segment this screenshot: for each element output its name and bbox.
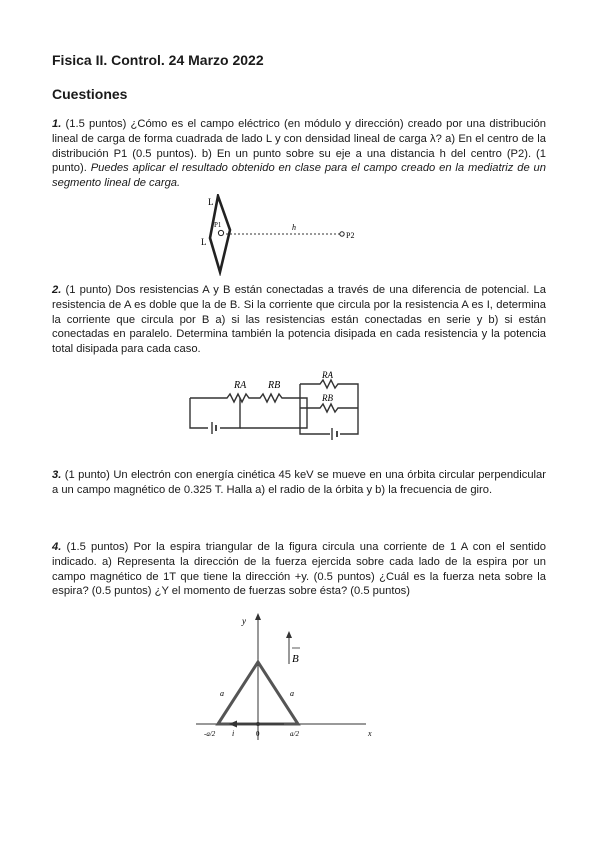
question-number: 4.	[52, 541, 62, 553]
label-p2: P2	[346, 231, 355, 240]
parallel-circuit-figure	[292, 368, 382, 440]
label-p1: P1	[214, 221, 222, 229]
parallel-branch	[300, 404, 358, 412]
question-number: 1.	[52, 118, 62, 130]
question-hint: Puedes aplicar el resultado obtenido en clase para el campo creado en la mediatriz de un segmento lineal de carga.	[52, 162, 546, 190]
label-h: h	[292, 223, 296, 232]
p1-point	[218, 230, 223, 235]
question-number: 3.	[52, 469, 62, 481]
question-1	[52, 117, 546, 191]
question-text: (1 punto) Dos resistencias A y B están conectadas a través de una diferencia de potencial. La resistencia de A es doble que la de B. Si la corriente que circula por la resistencia A es I, determina la corriente que circula por B a) si las resistencias están conectadas en serie y b) si están conectadas en paralelo. Determina también la potencia disipada en cada resistencia y la potencia total disipada para cada caso.	[52, 284, 546, 356]
question-3	[52, 468, 546, 498]
label-ra: RA	[234, 380, 247, 391]
label-side-top: L	[208, 197, 214, 207]
question-text: (1.5 puntos) Por la espira triangular de la figura circula una corriente de 1 A con el sentido indicado. a) Representa la dirección de la fuerza ejercida sobre cada lado de la espira por un campo magnético de 1T que tiene la dirección +y. (0.5 puntos) ¿Cuál es la fuerza neta sobre la espira? (0.5 puntos) ¿Y el momento de fuerzas sobre ésta? (0.5 puntos)	[52, 541, 547, 598]
label-a-left: a	[220, 689, 224, 698]
p2-point	[340, 232, 344, 236]
question-number: 2.	[52, 284, 62, 296]
question-2	[52, 283, 546, 357]
page-title: Fisica II. Control. 24 Marzo 2022	[52, 52, 264, 68]
question-text: (1 punto) Un electrón con energía cinética 45 keV se mueve en una órbita circular perpendicular a un campo magnético de 0.325 T. Halla a) el radio de la órbita y b) la frecuencia de giro.	[52, 469, 546, 496]
label-side-left: L	[201, 237, 207, 247]
label-origin: 0	[256, 730, 260, 738]
series-loop	[190, 394, 307, 428]
label-neg-half: -a/2	[204, 730, 216, 738]
label-b: B	[292, 653, 299, 665]
square-charge-figure	[196, 194, 376, 276]
label-ra: RA	[322, 370, 333, 380]
section-heading: Cuestiones	[52, 86, 128, 102]
label-pos-half: a/2	[290, 730, 299, 738]
label-rb: RB	[268, 380, 281, 391]
origin-point	[256, 722, 260, 726]
label-a-right: a	[290, 689, 294, 698]
label-y: y	[242, 616, 246, 626]
label-current: i	[232, 729, 235, 738]
question-text: (1.5 puntos) ¿Cómo es el campo eléctrico (en módulo y dirección) creado por una distribución lineal de carga de forma cuadrada de lado L y con densidad lineal de carga λ? a) En el centro de la distribución P1 (0.5 puntos). b) En un punto sobre su eje a una distancia h del centro (P2). (1 punto).	[52, 118, 546, 175]
label-rb: RB	[322, 393, 333, 403]
label-x: x	[368, 729, 372, 738]
triangular-loop-figure	[186, 608, 386, 746]
question-4	[52, 540, 546, 599]
